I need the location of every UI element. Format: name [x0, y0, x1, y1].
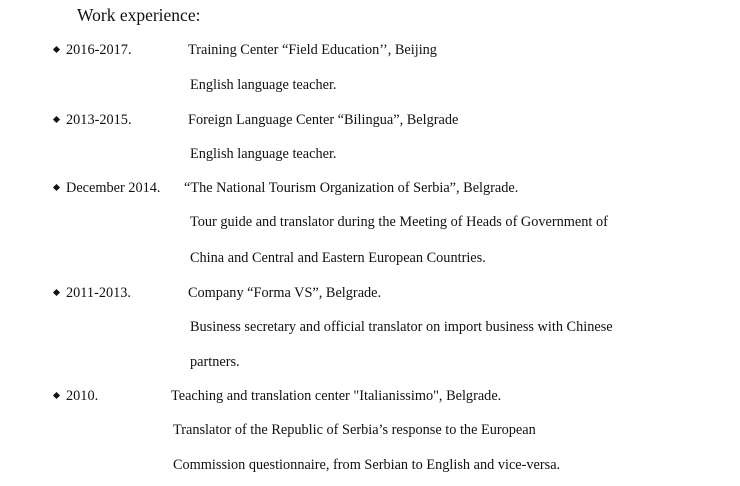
- entry-place: Teaching and translation center "Italianissimo", Belgrade.: [171, 388, 502, 404]
- entry-detail: Commission questionnaire, from Serbian to English and vice-versa.: [173, 457, 561, 473]
- entry-date: 2011-2013.: [66, 285, 131, 301]
- bullet-icon: [53, 46, 60, 53]
- entry-place: Company “Forma VS”, Belgrade.: [188, 285, 382, 301]
- entry-place: “The National Tourism Organization of Serbia”, Belgrade.: [184, 180, 519, 196]
- bullet-icon: [53, 289, 60, 296]
- bullet-icon: [53, 184, 60, 191]
- entry-date: 2010.: [66, 388, 99, 404]
- bullet-icon: [53, 392, 60, 399]
- entry-detail: English language teacher.: [190, 77, 337, 93]
- entry-detail: Tour guide and translator during the Meeting of Heads of Government of: [190, 214, 608, 230]
- entry-detail: partners.: [190, 354, 240, 370]
- entry-date: 2013-2015.: [66, 112, 132, 128]
- entry-place: Foreign Language Center “Bilingua”, Belgrade: [188, 112, 459, 128]
- entry-detail: Translator of the Republic of Serbia’s response to the European: [173, 422, 536, 438]
- entry-detail: Business secretary and official translator on import business with Chinese: [190, 319, 613, 335]
- entry-place: Training Center “Field Education’’, Beijing: [188, 42, 437, 58]
- entry-date: 2016-2017.: [66, 42, 132, 58]
- entry-date: December 2014.: [66, 180, 161, 196]
- bullet-icon: [53, 116, 60, 123]
- entry-detail: China and Central and Eastern European Countries.: [190, 250, 486, 266]
- entry-detail: English language teacher.: [190, 146, 337, 162]
- work-experience-heading: Work experience:: [77, 5, 201, 25]
